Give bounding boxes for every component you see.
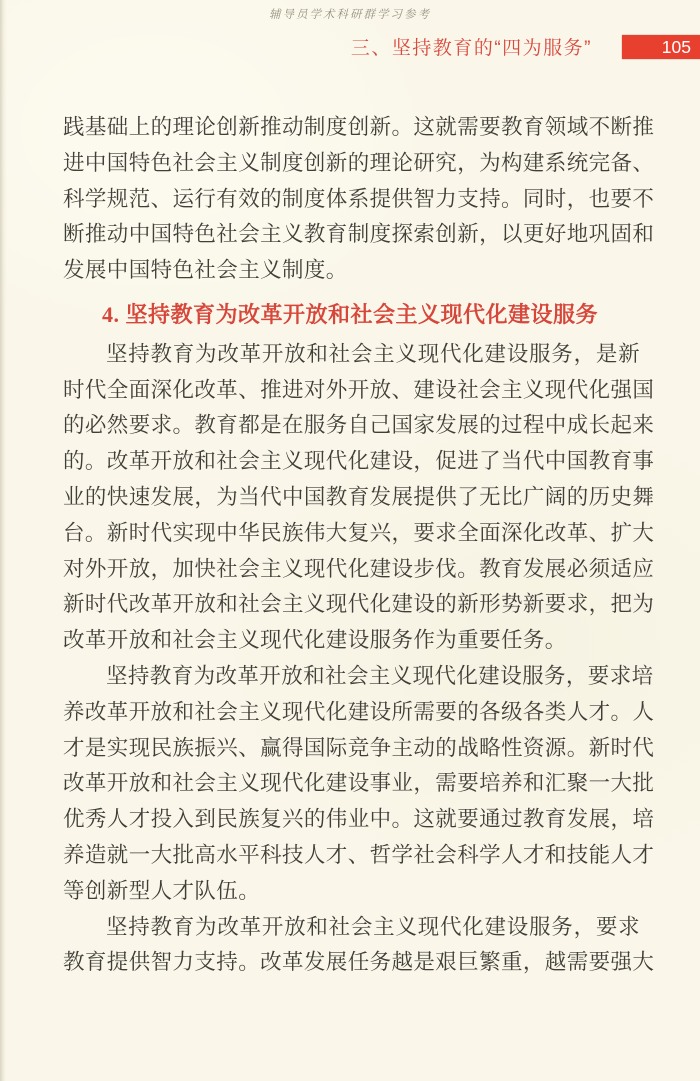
text-line: 台。新时代实现中华民族伟大复兴，要求全面深化改革、扩大 bbox=[63, 520, 655, 545]
text-line: 优秀人才投入到民族复兴的伟业中。这就要通过教育发展，培 bbox=[63, 807, 655, 832]
text-line: 坚持教育为改革开放和社会主义现代化建设服务，要求培 bbox=[106, 663, 654, 688]
text-line: 改革开放和社会主义现代化建设事业，需要培养和汇聚一大批 bbox=[63, 771, 655, 796]
text-line: 才是实现民族振兴、赢得国际竞争主动的战略性资源。新时代 bbox=[63, 735, 655, 760]
text-line: 等创新型人才队伍。 bbox=[63, 878, 261, 903]
text-line: 践基础上的理论创新推动制度创新。这就需要教育领域不断推 bbox=[63, 115, 655, 139]
running-header bbox=[351, 33, 700, 60]
text-line: 坚持教育为改革开放和社会主义现代化建设服务，是新 bbox=[106, 341, 640, 366]
text-line: 断推动中国特色社会主义教育制度探索创新，以更好地巩固和 bbox=[63, 222, 655, 247]
text-line: 养造就一大批高水平科技人才、哲学社会科学人才和技能人才 bbox=[63, 842, 655, 867]
text-line: 科学规范、运行有效的制度体系提供智力支持。同时，也要不 bbox=[63, 186, 655, 211]
text-line: 坚持教育为改革开放和社会主义现代化建设服务，要求 bbox=[106, 914, 640, 939]
chapter-title: 三、坚持教育的“四为服务” bbox=[350, 38, 592, 59]
watermark-text: 辅导员学术科研群学习参考 bbox=[269, 9, 431, 21]
text-line: 业的快速发展，为当代中国教育发展提供了无比广阔的历史舞 bbox=[63, 484, 655, 509]
text-line: 对外开放，加快社会主义现代化建设步伐。教育发展必须适应 bbox=[63, 556, 655, 581]
text-line: 养改革开放和社会主义现代化建设所需要的各级各类人才。人 bbox=[63, 699, 655, 724]
page-number-badge: 105 bbox=[622, 35, 700, 59]
text-line: 教育提供智力支持。改革发展任务越是艰巨繁重，越需要强大 bbox=[63, 950, 655, 975]
text-line: 改革开放和社会主义现代化建设服务作为重要任务。 bbox=[63, 628, 567, 653]
text-line: 的。改革开放和社会主义现代化建设，促进了当代中国教育事 bbox=[63, 449, 655, 474]
section-heading: 4. 坚持教育为改革开放和社会主义现代化建设服务 bbox=[102, 301, 599, 327]
text-line: 发展中国特色社会主义制度。 bbox=[63, 258, 348, 283]
text-line: 新时代改革开放和社会主义现代化建设的新形势新要求，把为 bbox=[63, 592, 655, 617]
text-line: 进中国特色社会主义制度创新的理论研究，为构建系统完备、 bbox=[63, 150, 655, 175]
text-line: 时代全面深化改革、推进对外开放、建设社会主义现代化强国 bbox=[63, 377, 655, 402]
page-body bbox=[63, 110, 655, 981]
text-line: 的必然要求。教育都是在服务自己国家发展的过程中成长起来 bbox=[63, 413, 655, 438]
